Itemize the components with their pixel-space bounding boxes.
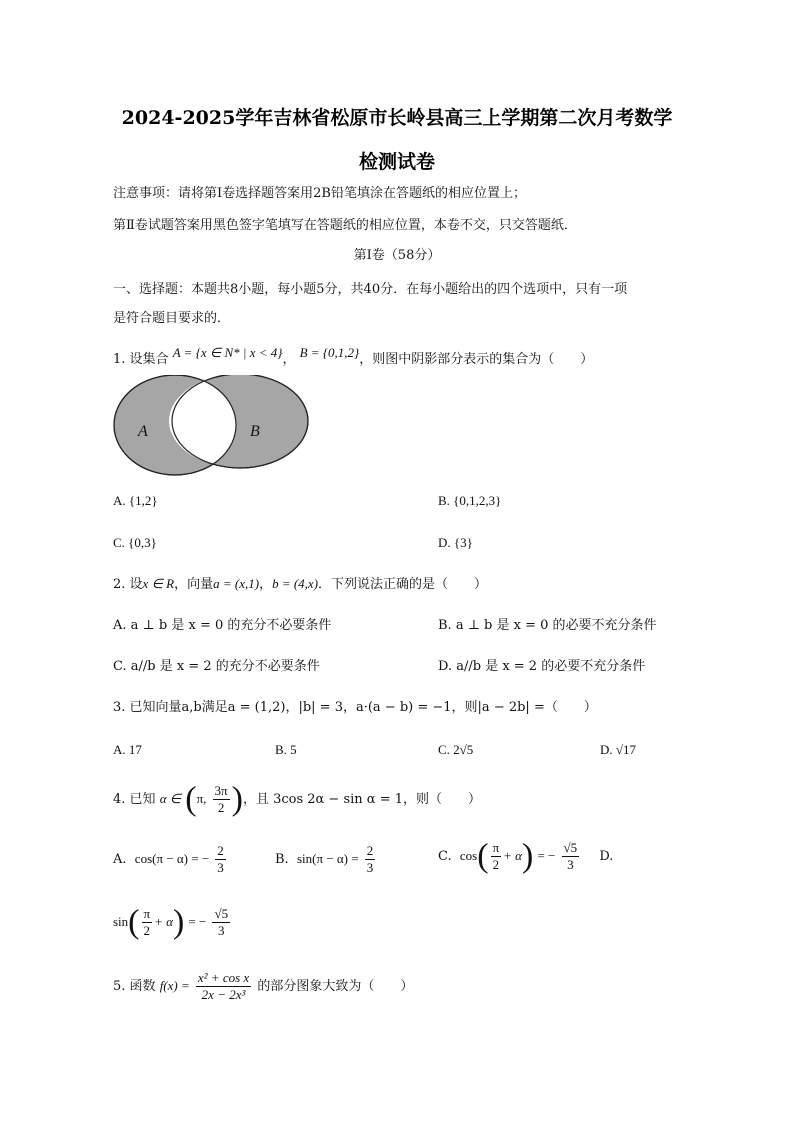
q2-vector-a: a = (x,1) (213, 576, 260, 591)
q2-vector-b: b = (4,x) (272, 576, 319, 591)
q5-prefix: 5. 函数 (113, 979, 156, 994)
q5-function: f(x) = (159, 978, 190, 993)
q4-opt-c-eq: = − (537, 848, 556, 863)
q4-option-d[interactable] (113, 903, 232, 941)
q4-opt-c-inner-fraction (491, 840, 502, 873)
q4-opt-d-func: sin (113, 914, 129, 929)
q2-option-c[interactable]: C. a//b 是 x = 2 的充分不必要条件 (113, 659, 320, 674)
venn-label-b: B (250, 423, 260, 440)
q1-prefix: 1. 设集合 (113, 352, 169, 367)
q5-fraction (196, 970, 251, 1003)
q4-opt-b-label: B. (275, 852, 289, 867)
part1-instructions-1: 一、选择题：本题共8小题，每小题5分，共40分．在每小题给出的四个选项中，只有一项 (113, 282, 628, 297)
q4-opt-d-rparen: ) (172, 903, 185, 941)
venn-diagram (110, 375, 310, 479)
venn-label-a: A (138, 423, 148, 440)
question-1-stem: 1. 设集合 A = {x ∈ N* | x < 4}， B = {0,1,2}，则图中阴影部分表示的集合为（ ） (113, 345, 594, 367)
q2-stem-b: x ∈ R (142, 576, 175, 591)
q4-left-paren: ( (185, 780, 197, 818)
exam-title-line2: 检测试卷 (358, 151, 435, 173)
q3-option-a[interactable]: A. 17 (113, 742, 142, 757)
q4-opt-d-inner-fraction (142, 906, 153, 939)
q4-opt-c-den: 3 (567, 857, 574, 872)
q4-opt-d-fraction (212, 906, 230, 939)
q4-frac-num: 3π (214, 783, 228, 798)
q1-option-c[interactable]: C. {0,3} (113, 535, 157, 550)
q2-option-a[interactable]: A. a ⊥ b 是 x = 0 的充分不必要条件 (113, 618, 332, 633)
q4-opt-d-tail: + α (154, 914, 173, 929)
q3-option-b[interactable]: B. 5 (275, 742, 297, 757)
q4-opt-b-den: 3 (366, 860, 374, 875)
q2-stem-c: ，向量 (174, 577, 214, 592)
q4-opt-a-label: A. (113, 852, 127, 867)
q2-stem-g: ．下列说法正确的是（ ） (318, 577, 488, 592)
q4-opt-d-num: √5 (214, 906, 229, 921)
q4-opt-c-func: cos (459, 848, 478, 863)
q4-interval-left: π, (196, 791, 207, 806)
question-2-stem (113, 575, 487, 594)
q4-opt-c-rparen: ) (522, 837, 534, 875)
q4-prefix: 4. 已知 (113, 792, 156, 807)
q4-frac-den: 2 (217, 800, 225, 815)
question-5-stem (113, 970, 413, 1003)
q4-opt-d-eq: = − (188, 914, 207, 929)
q4-opt-a-fraction (215, 843, 226, 876)
q3-option-c[interactable]: C. 2√5 (438, 742, 474, 757)
q4-opt-b-fraction (365, 843, 376, 876)
q2-option-d[interactable]: D. a//b 是 x = 2 的必要不充分条件 (438, 659, 646, 674)
q1-set-b: B = {0,1,2} (299, 345, 360, 360)
q2-stem-e: ， (259, 577, 273, 592)
q5-suffix: 的部分图象大致为（ ） (257, 979, 414, 994)
notice-line-1: 注意事项：请将第Ⅰ卷选择题答案用2B铅笔填涂在答题纸的相应位置上； (113, 186, 526, 201)
q4-opt-c-inner-den: 2 (492, 857, 500, 872)
q1-option-d[interactable]: D. {3} (438, 535, 473, 550)
q4-right-paren: ) (231, 780, 243, 818)
q4-opt-d-label[interactable]: D. (599, 849, 614, 864)
q4-opt-a-den: 3 (217, 860, 224, 875)
q4-suffix: ，且 3cos 2α − sin α = 1，则（ ） (242, 792, 482, 807)
q1-option-b[interactable]: B. {0,1,2,3} (438, 493, 502, 508)
q4-opt-a-num: 2 (217, 843, 224, 858)
q4-option-b[interactable] (275, 843, 377, 876)
q4-option-a[interactable] (113, 843, 228, 876)
q4-opt-c-tail: + α (503, 848, 522, 863)
q4-opt-d-den: 3 (218, 923, 225, 938)
q4-alpha-in: α ∈ (159, 791, 182, 806)
q4-opt-d-inner-den: 2 (143, 923, 151, 938)
q1-set-a: A = {x ∈ N* | x < 4} (172, 345, 283, 360)
q4-opt-c-lparen: ( (477, 837, 489, 875)
q4-opt-d-lparen: ( (128, 903, 140, 941)
part1-instructions-2: 是符合题目要求的． (113, 311, 231, 326)
q5-numerator: x² + cos x (197, 970, 250, 985)
q4-opt-b-expr: sin(π − α) = (296, 851, 359, 866)
q4-interval-fraction (213, 783, 230, 816)
q1-suffix: ，则图中阴影部分表示的集合为（ ） (359, 352, 594, 367)
q4-opt-c-label: C. (438, 849, 452, 864)
notice-line-2: 第Ⅱ卷试题答案用黑色签字笔填写在答题纸的相应位置，本卷不交，只交答题纸． (113, 218, 577, 233)
q1-option-a[interactable]: A. {1,2} (113, 493, 158, 508)
question-3-stem: 3. 已知向量a,b满足a = (1,2)，|b| = 3，a·(a − b) = −1，则|a − 2b| =（ ） (113, 700, 597, 715)
q4-opt-a-expr: cos(π − α) = − (134, 851, 210, 866)
q4-opt-c-inner-num: π (492, 840, 500, 855)
q2-option-b[interactable]: B. a ⊥ b 是 x = 0 的必要不充分条件 (438, 618, 657, 633)
exam-title-line1: 2024-2025学年吉林省松原市长岭县高三上学期第二次月考数学 (121, 107, 673, 129)
section-header: 第Ⅰ卷（58分） (353, 248, 441, 263)
q4-opt-c-fraction (562, 840, 580, 873)
q2-stem-a: 2. 设 (113, 577, 143, 592)
q4-opt-b-num: 2 (366, 843, 374, 858)
q4-option-c[interactable] (438, 837, 614, 875)
q5-denominator: 2x − 2x³ (201, 987, 246, 1002)
q3-option-d[interactable]: D. √17 (600, 742, 637, 757)
q4-opt-d-inner-num: π (143, 906, 151, 921)
question-4-stem (113, 780, 482, 818)
q4-opt-c-num: √5 (563, 840, 578, 855)
